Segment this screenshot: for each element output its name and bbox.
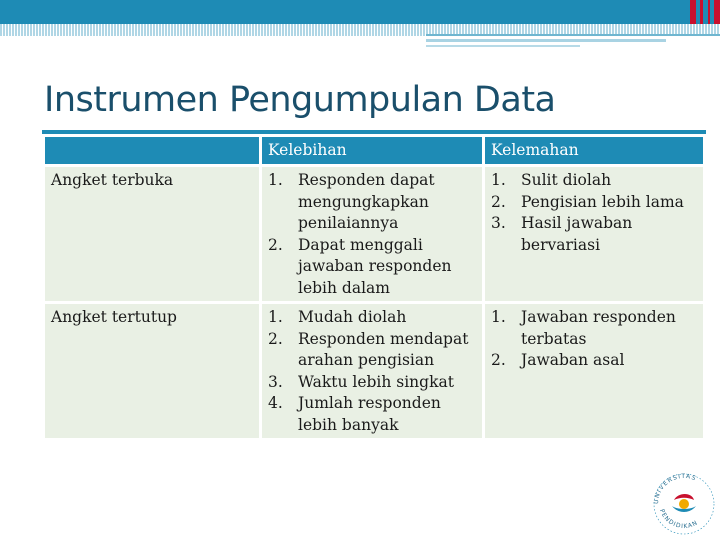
kelebihan-list	[268, 307, 476, 436]
list-item: 3. Waktu lebih singkat	[268, 372, 454, 391]
header-cell-kelemahan: Kelemahan	[484, 136, 705, 166]
svg-text:PENDIDIKAN: PENDIDIKAN	[658, 508, 700, 531]
kelemahan-cell	[484, 303, 705, 440]
kelemahan-list	[491, 170, 697, 256]
list-item: 1. Mudah diolah	[268, 308, 407, 326]
kelebihan-list	[268, 170, 476, 299]
table-header-row	[44, 136, 705, 166]
page-title: Instrumen Pengumpulan Data	[44, 80, 556, 120]
svg-text:UNIVERSITAS: UNIVERSITAS	[652, 472, 698, 505]
top-banner	[0, 0, 720, 24]
row-label: Angket tertutup	[44, 303, 261, 440]
row-label: Angket terbuka	[44, 166, 261, 303]
header-cell-empty	[44, 136, 261, 166]
kelemahan-cell	[484, 166, 705, 303]
decor-stripe	[426, 34, 720, 36]
top-banner-accent	[708, 0, 710, 24]
kelebihan-cell	[261, 303, 484, 440]
decor-stripe	[426, 45, 580, 47]
table-row	[44, 166, 705, 303]
list-item: 3. Hasil jawaban bervariasi	[491, 214, 633, 254]
decor-stripe	[426, 39, 666, 42]
list-item: 1. Sulit diolah	[491, 171, 612, 189]
kelemahan-list	[491, 307, 697, 372]
top-banner-accent	[700, 0, 703, 24]
top-banner-accent	[690, 0, 696, 24]
header-cell-kelebihan: Kelebihan	[261, 136, 484, 166]
list-item: 2. Responden mendapat arahan pengisian	[268, 329, 469, 369]
list-item: 1. Jawaban responden terbatas	[491, 308, 676, 348]
list-item: 4. Jumlah responden lebih banyak	[268, 394, 441, 434]
table-row	[44, 303, 705, 440]
kelebihan-cell	[261, 166, 484, 303]
top-banner-accent	[714, 0, 720, 24]
list-item: 2. Dapat menggali jawaban responden lebih dalam	[268, 235, 452, 297]
comparison-table	[42, 134, 706, 441]
list-item: 2. Pengisian lebih lama	[491, 192, 684, 211]
university-seal-icon	[648, 466, 720, 538]
list-item: 1. Responden dapat mengungkapkan penilaiannya	[268, 171, 435, 232]
list-item: 2. Jawaban asal	[491, 351, 625, 369]
